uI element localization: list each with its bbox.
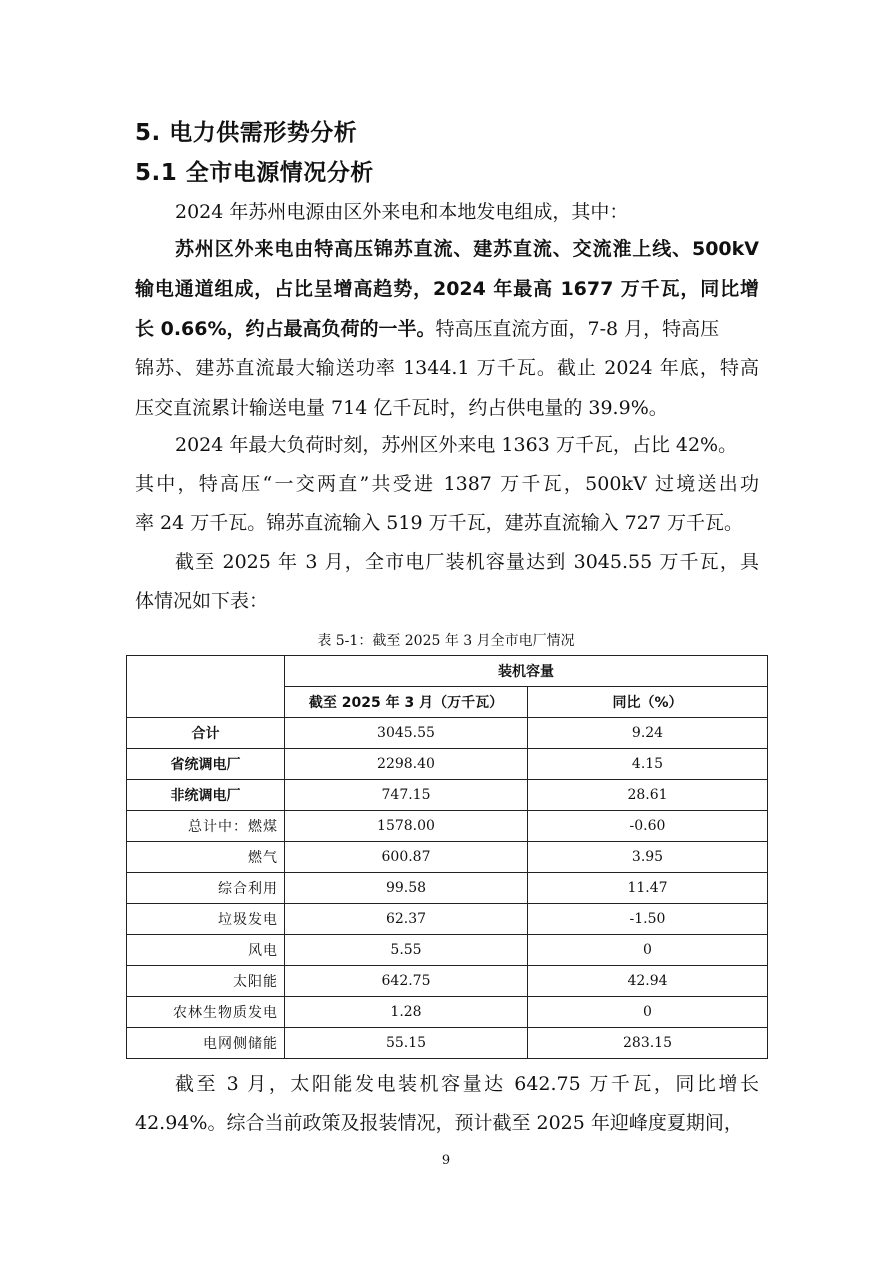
capacity-cell: 62.37 (285, 904, 528, 935)
yoy-cell: 42.94 (528, 966, 768, 997)
row-label: 非统调电厂 (127, 780, 285, 811)
yoy-cell: -1.50 (528, 904, 768, 935)
yoy-cell: 0 (528, 997, 768, 1028)
column-header-capacity: 截至 2025 年 3 月（万千瓦） (285, 687, 528, 718)
row-label: 合计 (127, 718, 285, 749)
yoy-cell: 3.95 (528, 842, 768, 873)
table-caption: 表 5-1：截至 2025 年 3 月全市电厂情况 (317, 633, 575, 649)
row-label: 太阳能 (127, 966, 285, 997)
table-row (127, 997, 768, 1028)
table-row (127, 1028, 768, 1059)
table-row (127, 718, 768, 749)
capacity-cell: 747.15 (285, 780, 528, 811)
paragraph-line: 苏州区外来电由特高压锦苏直流、建苏直流、交流淮上线、500kV (175, 238, 759, 260)
group-header: 装机容量 (285, 656, 768, 687)
paragraph-line: 率 24 万千瓦。锦苏直流输入 519 万千瓦，建苏直流输入 727 万千瓦。 (135, 512, 743, 534)
table-row (127, 780, 768, 811)
paragraph-line: 锦苏、建苏直流最大输送功率 1344.1 万千瓦。截止 2024 年底，特高 (135, 357, 759, 379)
capacity-cell: 3045.55 (285, 718, 528, 749)
empty-corner-cell (127, 656, 285, 718)
yoy-cell: -0.60 (528, 811, 768, 842)
capacity-cell: 2298.40 (285, 749, 528, 780)
paragraph-line-mixed (135, 317, 759, 341)
row-label: 燃气 (127, 842, 285, 873)
row-label: 电网侧储能 (127, 1028, 285, 1059)
table-row (127, 811, 768, 842)
paragraph-intro: 2024 年苏州电源由区外来电和本地发电组成，其中： (175, 201, 629, 223)
subsection-heading: 5.1 全市电源情况分析 (135, 160, 374, 186)
row-label: 总计中：燃煤 (127, 811, 285, 842)
section-heading: 5. 电力供需形势分析 (135, 120, 358, 146)
paragraph-line: 截至 3 月，太阳能发电装机容量达 642.75 万千瓦，同比增长 (175, 1073, 759, 1095)
row-label: 省统调电厂 (127, 749, 285, 780)
capacity-cell: 99.58 (285, 873, 528, 904)
table-row (127, 842, 768, 873)
table-row (127, 935, 768, 966)
paragraph-line: 体情况如下表： (135, 590, 269, 612)
paragraph-line: 截至 2025 年 3 月，全市电厂装机容量达到 3045.55 万千瓦，具 (175, 551, 759, 573)
yoy-cell: 11.47 (528, 873, 768, 904)
column-header-yoy: 同比（%） (528, 687, 768, 718)
yoy-cell: 9.24 (528, 718, 768, 749)
row-label: 农林生物质发电 (127, 997, 285, 1028)
capacity-cell: 600.87 (285, 842, 528, 873)
paragraph-line: 输电通道组成，占比呈增高趋势，2024 年最高 1677 万千瓦，同比增 (135, 278, 759, 300)
yoy-cell: 28.61 (528, 780, 768, 811)
row-label: 垃圾发电 (127, 904, 285, 935)
capacity-cell: 1.28 (285, 997, 528, 1028)
capacity-cell: 642.75 (285, 966, 528, 997)
table-row (127, 873, 768, 904)
bold-text: 长 0.66%，约占最高负荷的一半。 (135, 318, 436, 340)
capacity-cell: 5.55 (285, 935, 528, 966)
page-number: 9 (441, 1153, 451, 1168)
table-row (127, 749, 768, 780)
paragraph-line: 压交直流累计输送电量 714 亿千瓦时，约占供电量的 39.9%。 (135, 397, 668, 419)
yoy-cell: 4.15 (528, 749, 768, 780)
yoy-cell: 0 (528, 935, 768, 966)
paragraph-line: 其中，特高压“一交两直”共受进 1387 万千瓦，500kV 过境送出功 (135, 473, 759, 495)
paragraph-line: 2024 年最大负荷时刻，苏州区外来电 1363 万千瓦，占比 42%。 (175, 434, 738, 456)
yoy-cell: 283.15 (528, 1028, 768, 1059)
paragraph-line: 42.94%。综合当前政策及报装情况，预计截至 2025 年迎峰度夏期间， (135, 1112, 743, 1134)
power-plant-table (126, 655, 768, 1059)
capacity-cell: 55.15 (285, 1028, 528, 1059)
regular-text: 特高压直流方面，7-8 月，特高压 (435, 318, 720, 340)
table-row (127, 966, 768, 997)
row-label: 综合利用 (127, 873, 285, 904)
table-row (127, 904, 768, 935)
capacity-cell: 1578.00 (285, 811, 528, 842)
row-label: 风电 (127, 935, 285, 966)
